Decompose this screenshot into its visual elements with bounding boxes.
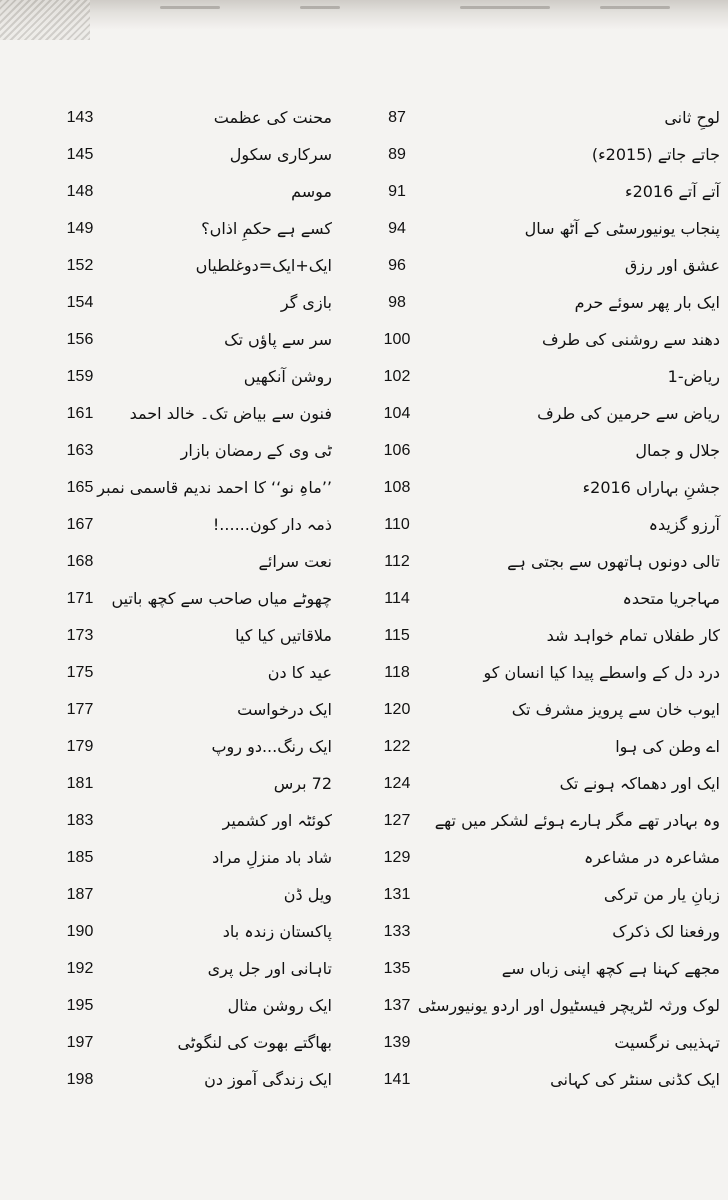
entry-page-number: 133	[383, 923, 411, 940]
toc-row	[0, 433, 728, 469]
entry-page-number: 122	[383, 738, 411, 755]
entry-title: روشن آنکھیں	[243, 367, 332, 386]
entry-title: لوک ورثہ لٹریچر فیسٹیول اور اردو یونیورسٹی	[417, 996, 720, 1015]
entry-title: موسم	[291, 182, 332, 201]
entry-page-number: 91	[388, 183, 406, 200]
toc-row	[0, 211, 728, 247]
entry-title: مجھے کہنا ہے کچھ اپنی زباں سے	[501, 959, 720, 978]
entry-page-number: 190	[66, 923, 94, 940]
entry-title: جشنِ بہاراں 2016ء	[582, 478, 720, 497]
entry-page-number: 173	[66, 627, 94, 644]
entry-page-number: 87	[388, 109, 406, 126]
toc-row	[0, 137, 728, 173]
entry-title: ایک رنگ...دو روپ	[211, 737, 332, 756]
entry-page-number: 139	[383, 1034, 411, 1051]
entry-page-number: 183	[66, 812, 94, 829]
entry-title: ایک اور دھماکہ ہونے تک	[559, 774, 720, 793]
entry-title: عید کا دن	[267, 663, 332, 682]
entry-page-number: 94	[388, 220, 406, 237]
entry-page-number: 197	[66, 1034, 94, 1051]
entry-page-number: 137	[383, 997, 411, 1014]
entry-page-number: 192	[66, 960, 94, 977]
entry-page-number: 120	[383, 701, 411, 718]
entry-title: دھند سے روشنی کی طرف	[541, 330, 720, 349]
toc-row	[0, 951, 728, 987]
entry-title: پنجاب یونیورسٹی کے آٹھ سال	[524, 219, 720, 238]
entry-title: آرزو گزیدہ	[648, 515, 720, 534]
entry-page-number: 143	[66, 109, 94, 126]
entry-page-number: 187	[66, 886, 94, 903]
entry-page-number: 163	[66, 442, 94, 459]
entry-title: اے وطن کی ہوا	[615, 737, 720, 756]
entry-title: ویل ڈن	[283, 885, 332, 904]
toc-row	[0, 507, 728, 543]
entry-title: ایک زندگی آموز دن	[204, 1070, 332, 1089]
entry-title: ذمہ دار کون......!	[212, 515, 332, 534]
entry-title: کوئٹہ اور کشمیر	[222, 811, 332, 830]
entry-title: ’’ماہِ نو‘‘ کا احمد ندیم قاسمی نمبر	[97, 478, 332, 497]
entry-title: جلال و جمال	[635, 441, 720, 460]
entry-title: لوحِ ثانی	[664, 108, 720, 127]
entry-page-number: 179	[66, 738, 94, 755]
entry-title: 72 برس	[273, 774, 332, 793]
toc-row	[0, 581, 728, 617]
scanned-corner-texture	[0, 0, 90, 40]
entry-title: محنت کی عظمت	[213, 108, 332, 127]
toc-row	[0, 470, 728, 506]
entry-page-number: 114	[384, 590, 410, 607]
entry-page-number: 89	[388, 146, 406, 163]
entry-title: بازی گر	[280, 293, 332, 312]
toc-row	[0, 692, 728, 728]
entry-page-number: 161	[66, 405, 94, 422]
toc-row	[0, 877, 728, 913]
entry-title: ایوب خان سے پرویز مشرف تک	[511, 700, 720, 719]
toc-row	[0, 544, 728, 580]
entry-page-number: 96	[388, 257, 406, 274]
entry-title: سر سے پاؤں تک	[224, 330, 332, 349]
entry-page-number: 177	[66, 701, 94, 718]
entry-title: جاتے جاتے (2015ء)	[591, 145, 720, 164]
entry-title: تالی دونوں ہاتھوں سے بجتی ہے	[507, 552, 720, 571]
entry-page-number: 115	[384, 627, 410, 644]
entry-title: ٹی وی کے رمضان بازار	[180, 441, 332, 460]
entry-title: عشق اور رزق	[624, 256, 720, 275]
entry-title: ریاض-1	[667, 367, 720, 386]
entry-page-number: 149	[66, 220, 94, 237]
entry-page-number: 198	[66, 1071, 94, 1088]
entry-title: شاد باد منزلِ مراد	[212, 848, 332, 867]
entry-page-number: 129	[383, 849, 411, 866]
entry-page-number: 110	[384, 516, 410, 533]
entry-page-number: 168	[66, 553, 94, 570]
entry-title: کسے ہے حکمِ اذاں؟	[201, 219, 332, 238]
entry-page-number: 106	[383, 442, 411, 459]
toc-row	[0, 100, 728, 136]
toc-row	[0, 840, 728, 876]
entry-title: ایک روشن مثال	[227, 996, 332, 1015]
entry-page-number: 98	[388, 294, 406, 311]
entry-title: نعت سرائے	[258, 552, 332, 571]
entry-title: بھاگتے بھوت کی لنگوٹی	[177, 1033, 332, 1052]
entry-page-number: 175	[66, 664, 94, 681]
entry-title: آتے آتے 2016ء	[625, 182, 720, 201]
entry-page-number: 171	[66, 590, 94, 607]
toc-row	[0, 1062, 728, 1098]
entry-page-number: 141	[383, 1071, 411, 1088]
entry-page-number: 195	[66, 997, 94, 1014]
toc-row	[0, 396, 728, 432]
toc-row	[0, 359, 728, 395]
entry-page-number: 135	[383, 960, 411, 977]
entry-page-number: 167	[66, 516, 94, 533]
entry-title: فنون سے بیاض تک۔ خالد احمد	[129, 404, 332, 423]
entry-page-number: 165	[66, 479, 94, 496]
entry-title: تاہانی اور جل پری	[207, 959, 332, 978]
entry-title: تہذیبی نرگسیت	[614, 1033, 720, 1052]
entry-page-number: 100	[383, 331, 411, 348]
entry-page-number: 181	[66, 775, 94, 792]
toc-row	[0, 285, 728, 321]
toc-row	[0, 655, 728, 691]
entry-page-number: 185	[66, 849, 94, 866]
toc-row	[0, 914, 728, 950]
toc-row	[0, 248, 728, 284]
entry-page-number: 148	[66, 183, 94, 200]
entry-page-number: 156	[66, 331, 94, 348]
entry-page-number: 127	[383, 812, 411, 829]
entry-title: ایک بار پھر سوئے حرم	[574, 293, 720, 312]
scanned-top-edge	[0, 0, 728, 30]
entry-title: کار طفلاں تمام خواہد شد	[546, 626, 720, 645]
entry-page-number: 154	[66, 294, 94, 311]
entry-title: ورفعنا لک ذکرک	[612, 922, 720, 941]
toc-row	[0, 1025, 728, 1061]
toc-row	[0, 803, 728, 839]
toc-row	[0, 322, 728, 358]
entry-page-number: 112	[384, 553, 410, 570]
entry-title: چھوٹے میاں صاحب سے کچھ باتیں	[111, 589, 332, 608]
toc-row	[0, 766, 728, 802]
toc-row	[0, 174, 728, 210]
entry-page-number: 104	[383, 405, 411, 422]
entry-title: ریاض سے حرمین کی طرف	[537, 404, 720, 423]
entry-title: مہاجریا متحدہ	[622, 589, 720, 608]
entry-page-number: 159	[66, 368, 94, 385]
entry-title: وہ بہادر تھے مگر ہارے ہوئے لشکر میں تھے	[434, 811, 720, 830]
entry-page-number: 102	[383, 368, 411, 385]
toc-row	[0, 988, 728, 1024]
entry-title: پاکستان زندہ باد	[222, 922, 332, 941]
entry-title: زبانِ یار من ترکی	[603, 885, 720, 904]
entry-title: ایک+ایک=دوغلطیاں	[195, 256, 332, 275]
entry-page-number: 124	[383, 775, 411, 792]
entry-title: ایک درخواست	[237, 700, 332, 719]
entry-title: ملاقاتیں کیا کیا	[235, 626, 332, 645]
entry-title: درد دل کے واسطے پیدا کیا انسان کو	[483, 663, 720, 682]
entry-page-number: 152	[66, 257, 94, 274]
entry-page-number: 131	[383, 886, 411, 903]
entry-title: سرکاری سکول	[229, 145, 332, 164]
toc-row	[0, 618, 728, 654]
entry-page-number: 108	[383, 479, 411, 496]
entry-page-number: 118	[384, 664, 410, 681]
toc-row	[0, 729, 728, 765]
entry-page-number: 145	[66, 146, 94, 163]
entry-title: ایک کڈنی سنٹر کی کہانی	[550, 1070, 720, 1089]
entry-title: مشاعرہ در مشاعرہ	[584, 848, 720, 867]
